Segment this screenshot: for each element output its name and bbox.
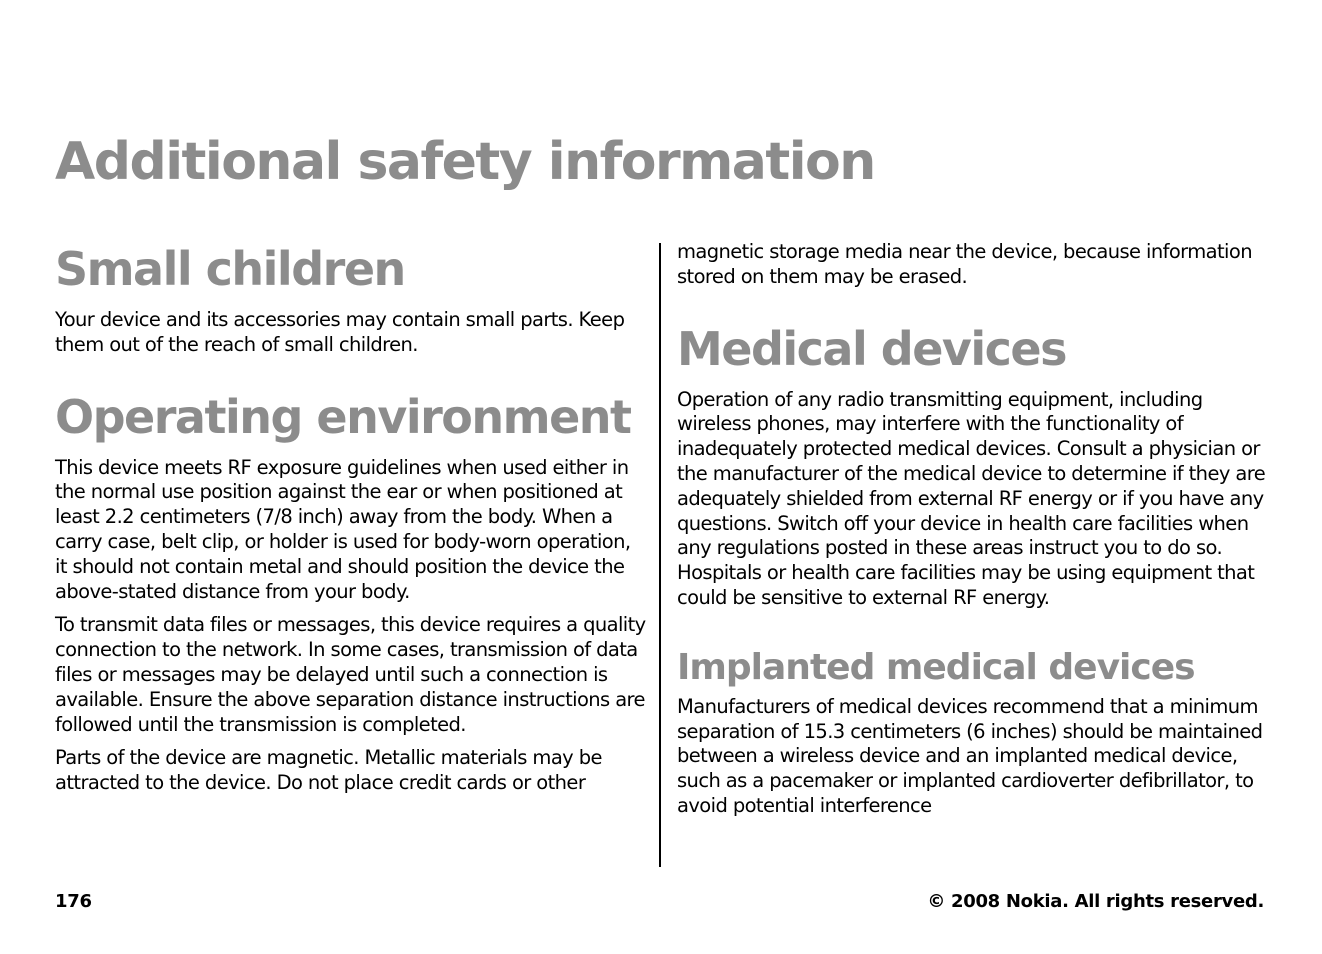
copyright-notice: © 2008 Nokia. All rights reserved. bbox=[927, 891, 1264, 912]
section-implanted-medical-devices bbox=[677, 645, 1269, 819]
column-divider bbox=[659, 243, 661, 867]
heading-small-children: Small children bbox=[55, 242, 405, 296]
left-column bbox=[55, 240, 647, 796]
paragraph-rf-exposure: This device meets RF exposure guidelines when used either in the normal use position against the ear or when positioned at least 2.2 centimeters (7/8 inch) away from the body. When a carry case, belt clip, or holder is used for body-worn operation, it should not contain metal and should position the device the above-stated distance from your body. bbox=[55, 455, 631, 603]
paragraph-magnetic-parts: Parts of the device are magnetic. Metallic materials may be attracted to the device. Do not place credit cards or other bbox=[55, 746, 602, 795]
right-column bbox=[677, 240, 1269, 819]
page-title: Additional safety information bbox=[55, 132, 875, 192]
heading-operating-environment: Operating environment bbox=[55, 389, 631, 444]
section-operating-environment bbox=[55, 388, 647, 796]
paragraph-magnetic-continued: magnetic storage media near the device, because information stored on them may be erased. bbox=[677, 240, 1252, 288]
heading-medical-devices: Medical devices bbox=[677, 321, 1066, 376]
paragraph-data-transmission: To transmit data files or messages, this device requires a quality connection to the network. In some cases, transmission of data files or messages may be delayed until such a connection is available. Ensure the above separation distance instructions are followed until the transmission is completed. bbox=[55, 613, 646, 736]
paragraph-medical-devices: Operation of any radio transmitting equipment, including wireless phones, may interfere with the functionality of inadequately protected medical devices. Consult a physician or the manufacturer of the medical device to determine if they are adequately shielded from external RF energy or if you have any questions. Switch off your device in health care facilities when any regulations posted in these areas instruct you to do so. Hospitals or health care facilities may be using equipment that could be sensitive to external RF energy. bbox=[677, 387, 1266, 609]
paragraph-implanted-medical-devices: Manufacturers of medical devices recommend that a minimum separation of 15.3 centimeters (6 inches) should be maintained between a wireless device and an implanted medical device, such as a pacemaker or implanted cardioverter defibrillator, to avoid potential interference bbox=[677, 694, 1263, 817]
page-number: 176 bbox=[55, 891, 92, 912]
section-medical-devices bbox=[677, 320, 1269, 611]
section-small-children bbox=[55, 240, 647, 358]
paragraph-small-children: Your device and its accessories may contain small parts. Keep them out of the reach of small children. bbox=[55, 308, 625, 356]
heading-implanted-medical-devices: Implanted medical devices bbox=[677, 646, 1195, 688]
